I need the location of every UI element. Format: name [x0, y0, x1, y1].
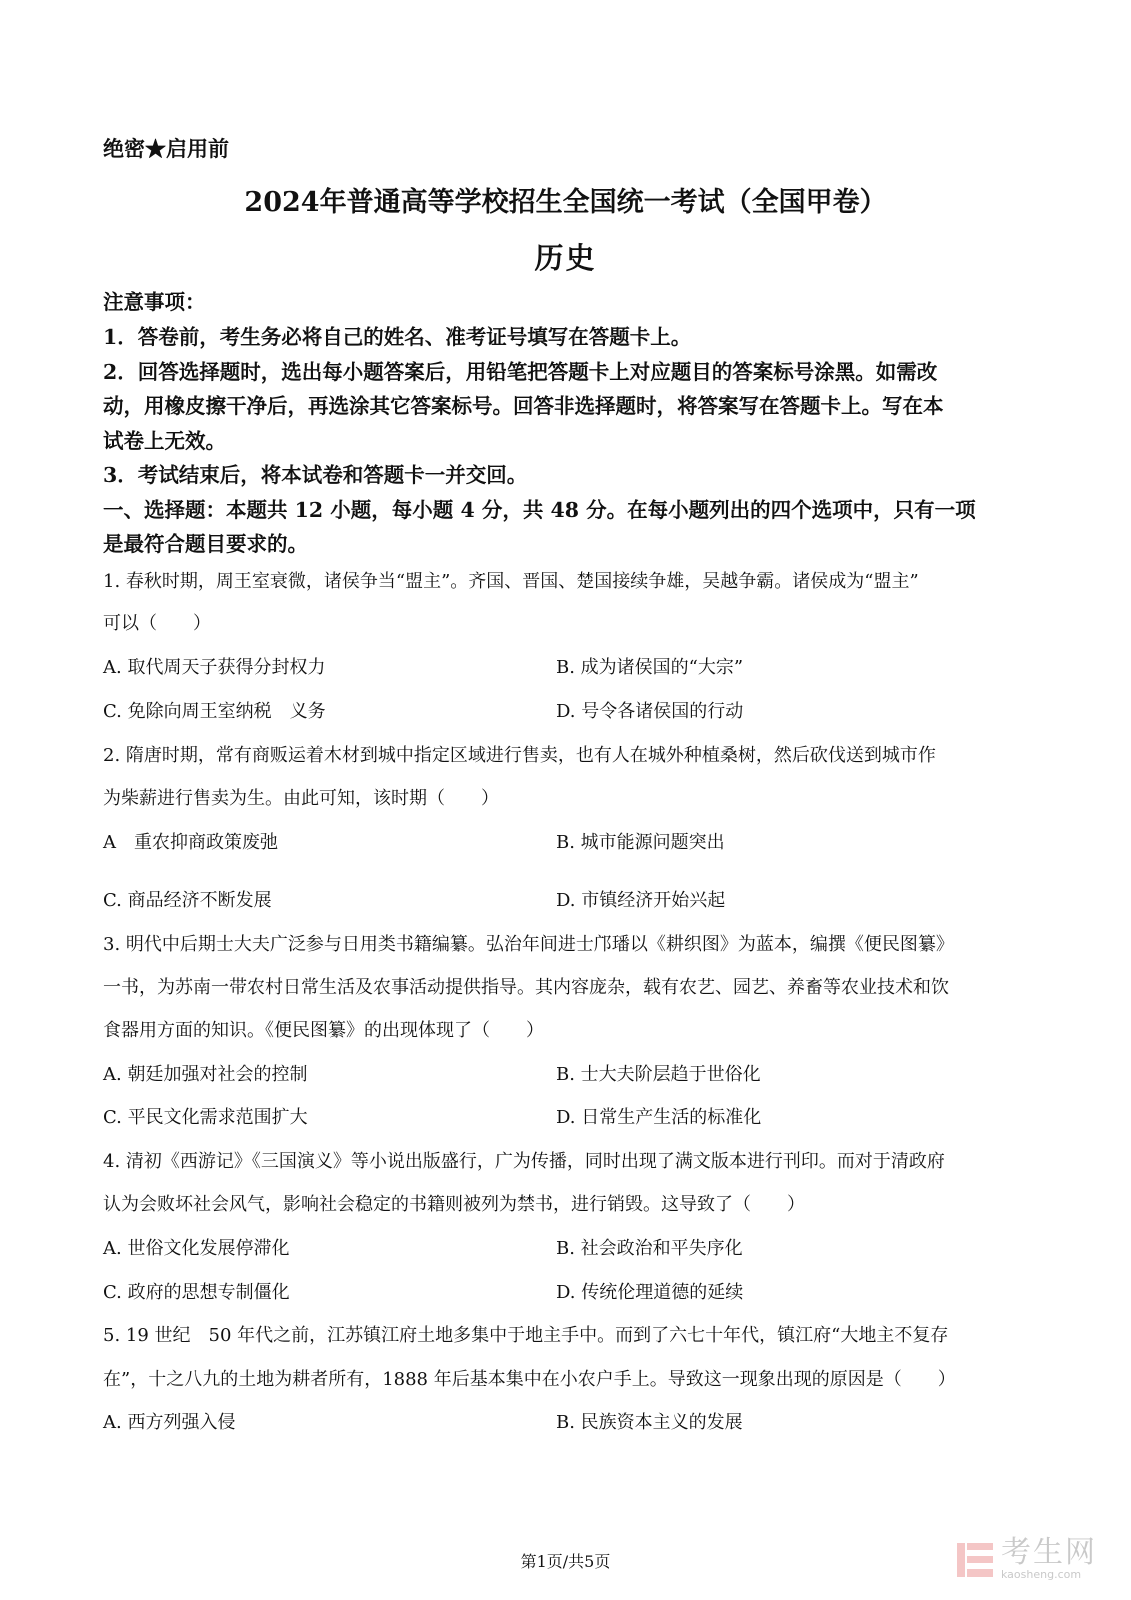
- notes-heading: 注意事项：: [103, 290, 206, 314]
- q3-option-b: B. 士大夫阶层趋于世俗化: [556, 1064, 761, 1085]
- q4-stem-line-1: 4. 清初《西游记》《三国演义》等小说出版盛行，广为传播，同时出现了满文版本进行刊印。而对于清政府: [103, 1151, 945, 1172]
- watermark-logo-icon: [955, 1539, 995, 1579]
- note-2-line-2: 动，用橡皮擦干净后，再选涂其它答案标号。回答非选择题时，将答案写在答题卡上。写在本: [103, 394, 944, 418]
- page-number: 第1页/共5页: [520, 1552, 611, 1571]
- note-2-line-3: 试卷上无效。: [103, 429, 226, 453]
- watermark-name: 考生网: [1001, 1535, 1097, 1570]
- q3-stem-line-3: 食器用方面的知识。《便民图纂》的出现体现了（ ）: [103, 1020, 544, 1041]
- q2-option-a: A 重农抑商政策废弛: [103, 832, 278, 853]
- subject-title: 历史: [534, 241, 597, 275]
- section-line-2: 是最符合题目要求的。: [103, 532, 308, 556]
- q1-option-d: D. 号令各诸侯国的行动: [556, 701, 744, 722]
- q5-option-b: B. 民族资本主义的发展: [556, 1412, 743, 1433]
- q2-stem-line-2: 为柴薪进行售卖为生。由此可知，该时期（ ）: [103, 788, 499, 809]
- q3-stem-line-2: 一书，为苏南一带农村日常生活及农事活动提供指导。其内容庞杂，载有农艺、园艺、养畜等农业技术和饮: [103, 977, 949, 998]
- q3-stem-line-1: 3. 明代中后期士大夫广泛参与日用类书籍编纂。弘治年间进士邝璠以《耕织图》为蓝本，编撰《便民图纂》: [103, 934, 954, 955]
- note-1: 1．答卷前，考生务必将自己的姓名、准考证号填写在答题卡上。: [103, 325, 692, 349]
- q1-stem-line-2: 可以（ ）: [103, 613, 211, 634]
- q5-option-a: A. 西方列强入侵: [103, 1412, 236, 1433]
- q3-option-c: C. 平民文化需求范围扩大: [103, 1107, 308, 1128]
- q4-stem-line-2: 认为会败坏社会风气，影响社会稳定的书籍则被列为禁书，进行销毁。这导致了（ ）: [103, 1194, 805, 1215]
- q4-option-b: B. 社会政治和平失序化: [556, 1238, 743, 1259]
- note-2-line-1: 2．回答选择题时，选出每小题答案后，用铅笔把答题卡上对应题目的答案标号涂黑。如需改: [103, 360, 938, 384]
- watermark-url: kaosheng.com: [1001, 1568, 1082, 1581]
- q1-option-c: C. 免除向周王室纳税 义务: [103, 701, 326, 722]
- note-3: 3．考试结束后，将本试卷和答题卡一并交回。: [103, 463, 528, 487]
- exam-title: 2024年普通高等学校招生全国统一考试（全国甲卷）: [244, 187, 887, 218]
- q2-option-d: D. 市镇经济开始兴起: [556, 890, 726, 911]
- watermark: [955, 1537, 1097, 1581]
- q1-stem-line-1: 1. 春秋时期，周王室衰微，诸侯争当“盟主”。齐国、晋国、楚国接续争雄，吴越争霸。诸侯成为“盟主”: [103, 571, 919, 592]
- q5-stem-line-1: 5. 19 世纪 50 年代之前，江苏镇江府土地多集中于地主手中。而到了六七十年代，镇江府“大地主不复存: [103, 1325, 949, 1346]
- q1-option-a: A. 取代周天子获得分封权力: [103, 657, 326, 678]
- section-line-1: 一、选择题：本题共 12 小题，每小题 4 分，共 48 分。在每小题列出的四个选项中，只有一项: [103, 498, 976, 522]
- q4-option-a: A. 世俗文化发展停滞化: [103, 1238, 290, 1259]
- secret-label: 绝密★启用前: [103, 136, 229, 161]
- q2-option-c: C. 商品经济不断发展: [103, 890, 272, 911]
- q2-option-b: B. 城市能源问题突出: [556, 832, 725, 853]
- q2-stem-line-1: 2. 隋唐时期，常有商贩运着木材到城中指定区域进行售卖，也有人在城外种植桑树，然后砍伐送到城市作: [103, 745, 936, 766]
- q3-option-d: D. 日常生产生活的标准化: [556, 1107, 762, 1128]
- q4-option-c: C. 政府的思想专制僵化: [103, 1282, 290, 1303]
- q1-option-b: B. 成为诸侯国的“大宗”: [556, 657, 744, 678]
- q4-option-d: D. 传统伦理道德的延续: [556, 1282, 744, 1303]
- q5-stem-line-2: 在”，十之八九的土地为耕者所有，1888 年后基本集中在小农户手上。导致这一现象出现的原因是（ ）: [103, 1369, 956, 1390]
- q3-option-a: A. 朝廷加强对社会的控制: [103, 1064, 308, 1085]
